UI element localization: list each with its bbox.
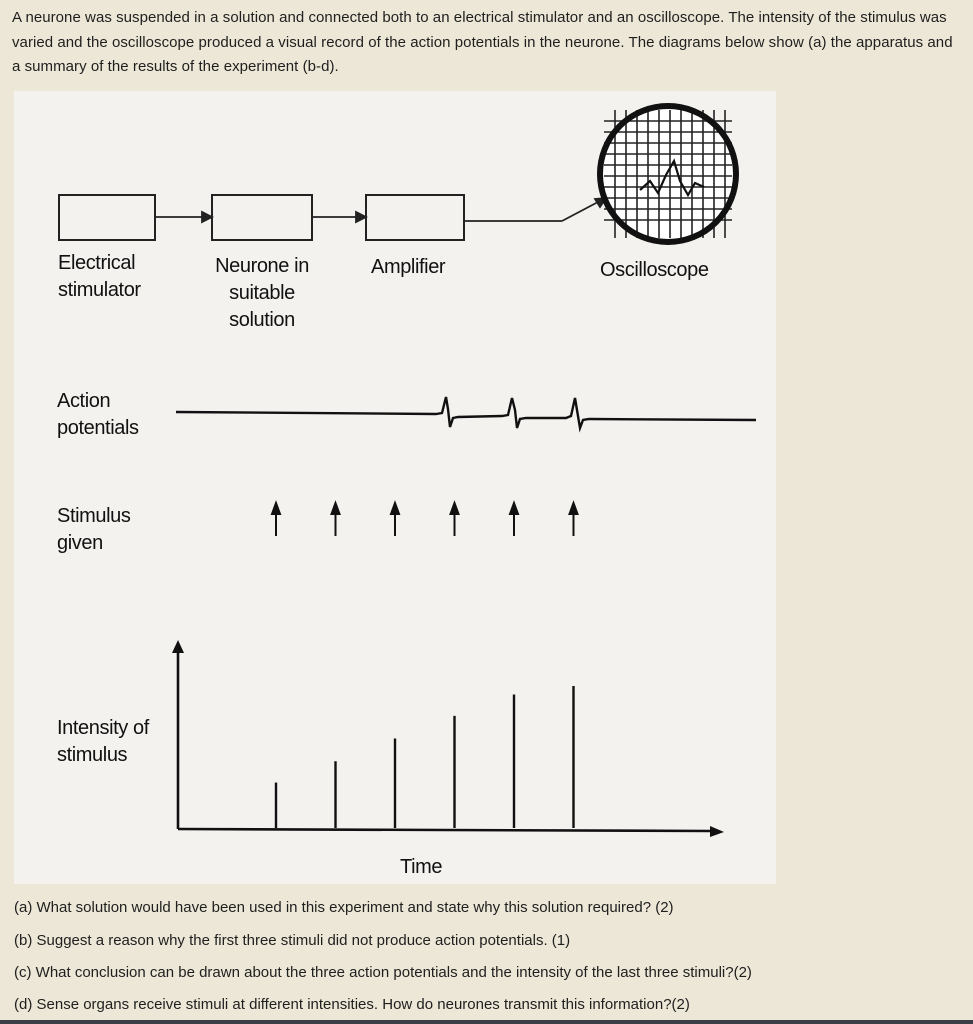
intensity-axes	[172, 640, 724, 837]
stimulus-arrows	[272, 503, 578, 536]
action-potential-trace	[176, 397, 756, 428]
stimulus-arrow-head	[451, 503, 459, 514]
amplifier-box	[366, 195, 464, 240]
stimulator-label: Electrical stimulator	[58, 252, 141, 301]
stimulus-arrow-head	[332, 503, 340, 514]
stimulator-box	[59, 195, 155, 240]
connector-stimulator-neurone	[155, 212, 212, 222]
bottom-divider	[0, 1020, 973, 1024]
stimulus-arrow-head	[570, 503, 578, 514]
intensity-bars	[276, 686, 574, 828]
time-axis-label: Time	[400, 856, 443, 878]
stimulus-arrow-head	[391, 503, 399, 514]
amplifier-label: Amplifier	[371, 256, 446, 278]
action-potentials-label: Action potentials	[57, 390, 139, 439]
question-b: (b) Suggest a reason why the first three stimuli did not produce action potentials. (1)	[14, 932, 571, 949]
experiment-figure	[14, 91, 776, 884]
neurone-box	[212, 195, 312, 240]
oscilloscope-icon	[600, 106, 736, 242]
stimulus-arrow-head	[272, 503, 280, 514]
stimulus-arrow-head	[510, 503, 518, 514]
question-a: (a) What solution would have been used in this experiment and state why this solution required? (2)	[14, 899, 674, 916]
question-c: (c) What conclusion can be drawn about the three action potentials and the intensity of the last three stimuli?(2)	[14, 964, 752, 981]
oscilloscope-label: Oscilloscope	[600, 259, 709, 281]
connector-neurone-amplifier	[312, 212, 366, 222]
stimulus-given-label: Stimulus given	[57, 505, 131, 554]
question-d: (d) Sense organs receive stimuli at different intensities. How do neurones transmit this information?(2)	[14, 996, 690, 1013]
connector-amplifier-oscilloscope	[464, 198, 606, 221]
intro-paragraph: A neurone was suspended in a solution and connected both to an electrical stimulator and an oscilloscope. The intensity of the stimulus was varied and the oscilloscope produced a visual record of the action potentials in the neurone. The diagrams below show (a) the apparatus and a summary of the results of the experiment (b-d).	[12, 9, 953, 75]
neurone-label: Neurone in suitable solution	[215, 255, 309, 331]
intensity-label: Intensity of stimulus	[57, 717, 149, 766]
